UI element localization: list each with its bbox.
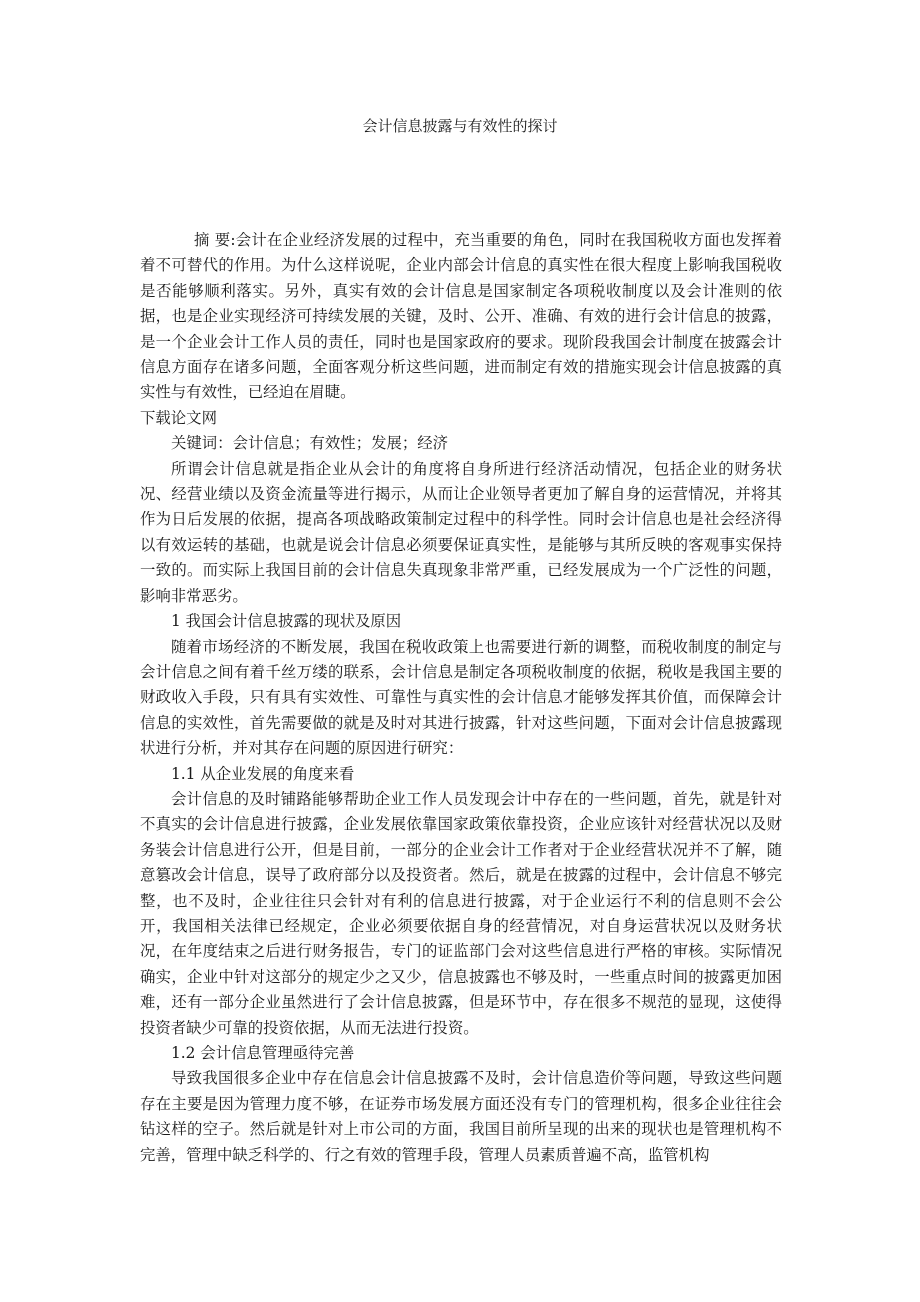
section-heading-1-1: 1.1 从企业发展的角度来看 — [171, 764, 355, 783]
intro-paragraph: 所谓会计信息就是指企业从会计的角度将自身所进行经济活动情况，包括企业的财务状况、经营业绩以及资金流量等进行揭示，从而让企业领导者更加了解自身的运营情况，并将其作为日后发展的依据，提高各项战略政策制定过程中的科学性。同时会计信息也是社会经济得以有效运转的基础，也就是说会计信息必须要保证真实性，是能够与其所反映的客观事实保持一致的。而实际上我国目前的会计信息失真现象非常严重，已经发展成为一个广泛性的问题，影响非常恶劣。 — [140, 459, 782, 605]
keywords-line: 关键词：会计信息；有效性；发展；经济 — [171, 434, 449, 453]
page-title: 会计信息披露与有效性的探讨 — [362, 117, 558, 135]
section-1-paragraph: 随着市场经济的不断发展，我国在税收政策上也需要进行新的调整，而税收制度的制定与会计信息之间有着千丝万缕的联系，会计信息是制定各项税收制度的依据，税收是我国主要的财政收入手段，只有具有实效性、可靠性与真实性的会计信息才能够发挥其价值，而保障会计信息的实效性，首先需要做的就是及时对其进行披露，针对这些问题，下面对会计信息披露现状进行分析，并对其存在问题的原因进行研究： — [140, 637, 782, 758]
section-heading-1-2: 1.2 会计信息管理亟待完善 — [171, 1044, 355, 1062]
document-body — [140, 228, 782, 1168]
abstract-text: 会计在企业经济发展的过程中，充当重要的角色，同时在我国税收方面也发挥着着不可替代的作用。为什么这样说呢，企业内部会计信息的真实性在很大程度上影响我国税收是否能够顺利落实。另外，真实有效的会计信息是国家制定各项税收制度以及会计准则的依据，也是企业实现经济可持续发展的关键，及时、公开、准确、有效的进行会计信息的披露，是一个企业会计工作人员的责任，同时也是国家政府的要求。现阶段我国会计制度在披露会计信息方面存在诸多问题，全面客观分析这些问题，进而制定有效的措施实现会计信息披露的真实性与有效性，已经迫在眉睫。 — [140, 231, 782, 402]
source-line: 下载论文网 — [140, 408, 217, 427]
section-1-2-paragraph: 导致我国很多企业中存在信息会计信息披露不及时，会计信息造价等问题，导致这些问题存在主要是因为管理力度不够，在证券市场发展方面还没有专门的管理机构，很多企业往往会钻这样的空子。然后就是针对上市公司的方面，我国目前所呈现的出来的现状也是管理机构不完善，管理中缺乏科学的、行之有效的管理手段，管理人员素质普遍不高，监管机构 — [140, 1069, 782, 1164]
abstract-label: 摘 要: — [194, 231, 236, 249]
section-heading-1: 1 我国会计信息披露的现状及原因 — [171, 612, 402, 631]
abstract-paragraph — [140, 228, 782, 406]
section-1-1-paragraph: 会计信息的及时铺路能够帮助企业工作人员发现会计中存在的一些问题，首先，就是针对不真实的会计信息进行披露，企业发展依靠国家政策依靠投资，企业应该针对经营状况以及财务装会计信息进行公开，但是目前，一部分的企业会计工作者对于企业经营状况并不了解，随意篡改会计信息，误导了政府部分以及投资者。然后，就是在披露的过程中，会计信息不够完整，也不及时，企业往往只会针对有利的信息进行披露，对于企业运行不利的信息则不会公开，我国相关法律已经规定，企业必须要依据自身的经营情况，对自身运营状况以及财务状况，在年度结束之后进行财务报告，专门的证监部门会对这些信息进行严格的审核。实际情况确实，企业中针对这部分的规定少之又少，信息披露也不够及时，一些重点时间的披露更加困难，还有一部分企业虽然进行了会计信息披露，但是环节中，存在很多不规范的显现，这使得投资者缺少可靠的投资依据，从而无法进行投资。 — [140, 789, 782, 1037]
